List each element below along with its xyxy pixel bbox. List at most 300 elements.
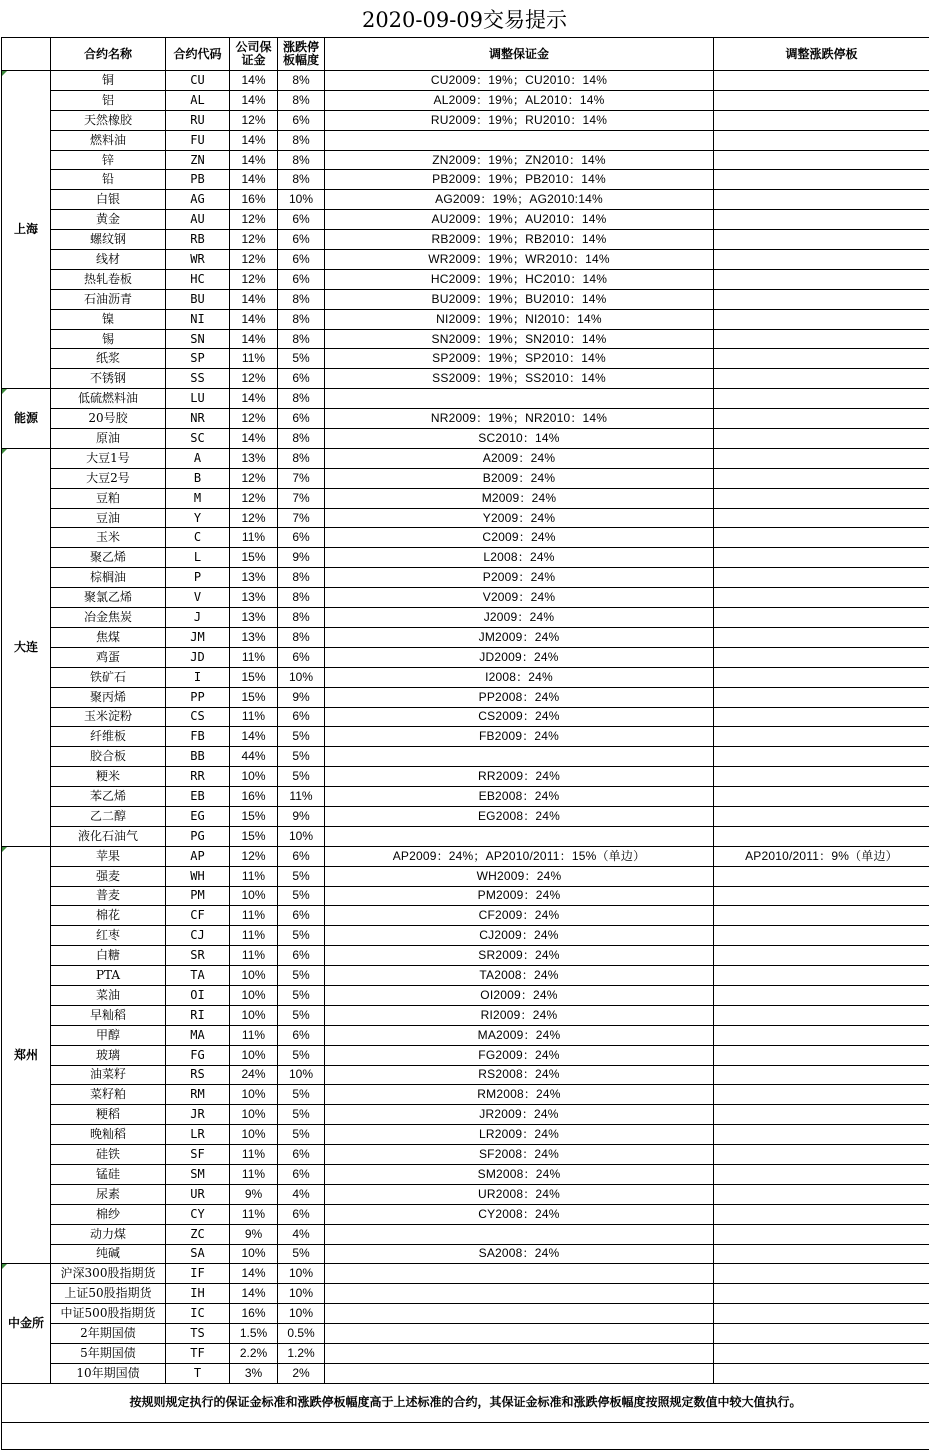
company-margin: 15% — [230, 806, 278, 826]
company-margin: 16% — [230, 190, 278, 210]
contract-code: AP — [166, 846, 230, 866]
adjusted-limit — [714, 170, 929, 190]
company-margin: 10% — [230, 1125, 278, 1145]
adjusted-limit — [714, 946, 929, 966]
contract-code: SC — [166, 429, 230, 449]
adjusted-margin: A2009：24% — [325, 448, 714, 468]
margin-table — [1, 37, 929, 1450]
price-limit: 5% — [278, 966, 325, 986]
adjusted-limit — [714, 1025, 929, 1045]
company-margin: 11% — [230, 926, 278, 946]
adjusted-limit — [714, 627, 929, 647]
adjusted-margin — [325, 389, 714, 409]
adjusted-limit — [714, 727, 929, 747]
adjusted-limit — [714, 548, 929, 568]
company-margin: 9% — [230, 1224, 278, 1244]
price-limit: 8% — [278, 90, 325, 110]
contract-name: 甲醇 — [51, 1025, 166, 1045]
adjusted-limit — [714, 667, 929, 687]
table-row — [2, 1164, 929, 1184]
contract-code: FU — [166, 130, 230, 150]
contract-name: 粳稻 — [51, 1105, 166, 1125]
contract-name: 燃料油 — [51, 130, 166, 150]
adjusted-margin: M2009：24% — [325, 488, 714, 508]
price-limit: 6% — [278, 1025, 325, 1045]
adjusted-limit — [714, 1164, 929, 1184]
company-margin: 14% — [230, 150, 278, 170]
company-margin: 14% — [230, 71, 278, 91]
table-body — [2, 71, 929, 1384]
adjusted-limit — [714, 1184, 929, 1204]
contract-name: 液化石油气 — [51, 826, 166, 846]
contract-name: 强麦 — [51, 866, 166, 886]
table-row — [2, 230, 929, 250]
price-limit: 6% — [278, 647, 325, 667]
price-limit: 5% — [278, 886, 325, 906]
adjusted-limit — [714, 289, 929, 309]
company-margin: 12% — [230, 210, 278, 230]
table-row — [2, 329, 929, 349]
table-row — [2, 1244, 929, 1264]
table-row — [2, 90, 929, 110]
blank-row — [2, 1422, 929, 1449]
contract-code: TS — [166, 1324, 230, 1344]
adjusted-limit — [714, 1085, 929, 1105]
adjusted-limit — [714, 866, 929, 886]
price-limit: 8% — [278, 588, 325, 608]
table-row — [2, 966, 929, 986]
price-limit: 9% — [278, 806, 325, 826]
contract-code: NR — [166, 409, 230, 429]
price-limit: 5% — [278, 985, 325, 1005]
adjusted-margin: I2008：24% — [325, 667, 714, 687]
company-margin: 14% — [230, 309, 278, 329]
contract-name: 不锈钢 — [51, 369, 166, 389]
adjusted-margin: RI2009：24% — [325, 1005, 714, 1025]
table-row — [2, 130, 929, 150]
contract-name: 白银 — [51, 190, 166, 210]
adjusted-limit — [714, 1204, 929, 1224]
adjusted-limit — [714, 966, 929, 986]
company-margin: 14% — [230, 170, 278, 190]
contract-code: LU — [166, 389, 230, 409]
table-row — [2, 1324, 929, 1344]
contract-code: JR — [166, 1105, 230, 1125]
adjusted-limit — [714, 71, 929, 91]
header-exchange — [2, 38, 51, 71]
adjusted-limit — [714, 309, 929, 329]
adjusted-limit — [714, 190, 929, 210]
price-limit: 6% — [278, 210, 325, 230]
price-limit: 9% — [278, 548, 325, 568]
contract-code: TA — [166, 966, 230, 986]
adjusted-limit — [714, 1324, 929, 1344]
contract-code: JM — [166, 627, 230, 647]
contract-name: 锰硅 — [51, 1164, 166, 1184]
company-margin: 14% — [230, 389, 278, 409]
adjusted-margin: RM2008：24% — [325, 1085, 714, 1105]
adjusted-limit — [714, 110, 929, 130]
header-code: 合约代码 — [166, 38, 230, 71]
table-row — [2, 886, 929, 906]
company-margin: 12% — [230, 488, 278, 508]
company-margin: 12% — [230, 409, 278, 429]
contract-code: SP — [166, 349, 230, 369]
table-row — [2, 429, 929, 449]
price-limit: 10% — [278, 190, 325, 210]
contract-name: 5年期国债 — [51, 1344, 166, 1364]
contract-name: 黄金 — [51, 210, 166, 230]
contract-name: 上证50股指期货 — [51, 1284, 166, 1304]
company-margin: 14% — [230, 329, 278, 349]
adjusted-limit — [714, 568, 929, 588]
contract-name: 苯乙烯 — [51, 787, 166, 807]
adjusted-limit — [714, 767, 929, 787]
adjusted-margin: SR2009：24% — [325, 946, 714, 966]
company-margin: 12% — [230, 230, 278, 250]
price-limit: 5% — [278, 866, 325, 886]
company-margin: 11% — [230, 1204, 278, 1224]
table-row — [2, 389, 929, 409]
contract-name: 尿素 — [51, 1184, 166, 1204]
table-row — [2, 1025, 929, 1045]
table-row — [2, 806, 929, 826]
table-row — [2, 1264, 929, 1284]
adjusted-margin: SA2008：24% — [325, 1244, 714, 1264]
company-margin: 10% — [230, 1085, 278, 1105]
price-limit: 6% — [278, 707, 325, 727]
price-limit: 9% — [278, 687, 325, 707]
adjusted-margin: SF2008：24% — [325, 1145, 714, 1165]
table-row — [2, 1344, 929, 1364]
price-limit: 6% — [278, 946, 325, 966]
adjusted-margin: FG2009：24% — [325, 1045, 714, 1065]
contract-name: 纯碱 — [51, 1244, 166, 1264]
contract-code: UR — [166, 1184, 230, 1204]
price-limit: 0.5% — [278, 1324, 325, 1344]
contract-name: 早籼稻 — [51, 1005, 166, 1025]
price-limit: 6% — [278, 110, 325, 130]
company-margin: 16% — [230, 1304, 278, 1324]
company-margin: 15% — [230, 687, 278, 707]
company-margin: 11% — [230, 349, 278, 369]
adjusted-limit — [714, 1125, 929, 1145]
adjusted-margin: PM2009：24% — [325, 886, 714, 906]
contract-code: TF — [166, 1344, 230, 1364]
blank-cell — [2, 1422, 929, 1449]
contract-name: 大豆1号 — [51, 448, 166, 468]
table-row — [2, 71, 929, 91]
table-row — [2, 747, 929, 767]
price-limit: 8% — [278, 627, 325, 647]
company-margin: 13% — [230, 448, 278, 468]
adjusted-limit — [714, 250, 929, 270]
adjusted-margin: SC2010：14% — [325, 429, 714, 449]
table-row — [2, 1005, 929, 1025]
company-margin: 12% — [230, 110, 278, 130]
contract-code: ZN — [166, 150, 230, 170]
company-margin: 14% — [230, 727, 278, 747]
contract-name: 铜 — [51, 71, 166, 91]
page-title: 2020-09-09交易提示 — [0, 4, 929, 36]
contract-code: L — [166, 548, 230, 568]
price-limit: 5% — [278, 727, 325, 747]
contract-name: 豆油 — [51, 508, 166, 528]
contract-code: IF — [166, 1264, 230, 1284]
contract-name: 低硫燃料油 — [51, 389, 166, 409]
table-row — [2, 190, 929, 210]
adjusted-margin: CY2008：24% — [325, 1204, 714, 1224]
adjusted-margin: SN2009：19%；SN2010：14% — [325, 329, 714, 349]
contract-code: ZC — [166, 1224, 230, 1244]
price-limit: 8% — [278, 568, 325, 588]
price-limit: 5% — [278, 1244, 325, 1264]
price-limit: 10% — [278, 1065, 325, 1085]
contract-name: 粳米 — [51, 767, 166, 787]
price-limit: 6% — [278, 250, 325, 270]
price-limit: 8% — [278, 448, 325, 468]
table-row — [2, 409, 929, 429]
company-margin: 10% — [230, 1105, 278, 1125]
contract-name: 镍 — [51, 309, 166, 329]
contract-name: 热轧卷板 — [51, 269, 166, 289]
company-margin: 12% — [230, 269, 278, 289]
table-row — [2, 1065, 929, 1085]
contract-name: 聚氯乙烯 — [51, 588, 166, 608]
adjusted-limit — [714, 926, 929, 946]
contract-name: 乙二醇 — [51, 806, 166, 826]
contract-code: AL — [166, 90, 230, 110]
contract-name: 铝 — [51, 90, 166, 110]
contract-name: 白糖 — [51, 946, 166, 966]
adjusted-limit: AP2010/2011：9%（单边） — [714, 846, 929, 866]
price-limit: 4% — [278, 1224, 325, 1244]
adjusted-margin — [325, 747, 714, 767]
price-limit: 5% — [278, 1105, 325, 1125]
contract-name: 聚乙烯 — [51, 548, 166, 568]
contract-code: PM — [166, 886, 230, 906]
table-row — [2, 1105, 929, 1125]
contract-name: 胶合板 — [51, 747, 166, 767]
adjusted-limit — [714, 608, 929, 628]
table-row — [2, 906, 929, 926]
price-limit: 10% — [278, 1264, 325, 1284]
price-limit: 5% — [278, 767, 325, 787]
price-limit: 10% — [278, 667, 325, 687]
table-row — [2, 468, 929, 488]
contract-name: 豆粕 — [51, 488, 166, 508]
adjusted-limit — [714, 1363, 929, 1383]
table-row — [2, 687, 929, 707]
table-row — [2, 1045, 929, 1065]
adjusted-margin: AG2009：19%；AG2010:14% — [325, 190, 714, 210]
contract-name: PTA — [51, 966, 166, 986]
company-margin: 16% — [230, 787, 278, 807]
contract-code: PP — [166, 687, 230, 707]
exchange-cell: 上海 — [2, 71, 51, 389]
company-margin: 15% — [230, 548, 278, 568]
price-limit: 8% — [278, 150, 325, 170]
price-limit: 5% — [278, 747, 325, 767]
adjusted-limit — [714, 130, 929, 150]
table-row — [2, 170, 929, 190]
contract-code: J — [166, 608, 230, 628]
contract-code: CU — [166, 71, 230, 91]
price-limit: 10% — [278, 1304, 325, 1324]
contract-code: BB — [166, 747, 230, 767]
contract-code: A — [166, 448, 230, 468]
header-row — [2, 38, 929, 71]
adjusted-margin — [325, 1324, 714, 1344]
adjusted-margin: AL2009：19%；AL2010：14% — [325, 90, 714, 110]
contract-name: 沪深300股指期货 — [51, 1264, 166, 1284]
company-margin: 11% — [230, 906, 278, 926]
contract-name: 晚籼稻 — [51, 1125, 166, 1145]
price-limit: 8% — [278, 608, 325, 628]
price-limit: 4% — [278, 1184, 325, 1204]
company-margin: 12% — [230, 250, 278, 270]
adjusted-margin: WR2009：19%；WR2010：14% — [325, 250, 714, 270]
price-limit: 8% — [278, 289, 325, 309]
adjusted-margin: MA2009：24% — [325, 1025, 714, 1045]
contract-name: 螺纹钢 — [51, 230, 166, 250]
adjusted-limit — [714, 90, 929, 110]
adjusted-margin: FB2009：24% — [325, 727, 714, 747]
adjusted-limit — [714, 1105, 929, 1125]
table-row — [2, 846, 929, 866]
contract-name: 石油沥青 — [51, 289, 166, 309]
contract-code: LR — [166, 1125, 230, 1145]
company-margin: 11% — [230, 946, 278, 966]
contract-name: 线材 — [51, 250, 166, 270]
contract-code: WR — [166, 250, 230, 270]
adjusted-margin: OI2009：24% — [325, 985, 714, 1005]
contract-name: 鸡蛋 — [51, 647, 166, 667]
adjusted-margin: CJ2009：24% — [325, 926, 714, 946]
contract-code: SN — [166, 329, 230, 349]
adjusted-margin: RB2009：19%；RB2010：14% — [325, 230, 714, 250]
adjusted-margin: AP2009：24%；AP2010/2011：15%（单边） — [325, 846, 714, 866]
adjusted-margin: NI2009：19%；NI2010：14% — [325, 309, 714, 329]
price-limit: 5% — [278, 926, 325, 946]
company-margin: 15% — [230, 826, 278, 846]
adjusted-limit — [714, 687, 929, 707]
adjusted-limit — [714, 1344, 929, 1364]
adjusted-margin: AU2009：19%；AU2010：14% — [325, 210, 714, 230]
adjusted-limit — [714, 1284, 929, 1304]
adjusted-limit — [714, 787, 929, 807]
company-margin: 10% — [230, 1244, 278, 1264]
adjusted-margin: CS2009：24% — [325, 707, 714, 727]
price-limit: 6% — [278, 1164, 325, 1184]
contract-name: 中证500股指期货 — [51, 1304, 166, 1324]
contract-name: 纤维板 — [51, 727, 166, 747]
adjusted-limit — [714, 647, 929, 667]
contract-code: CF — [166, 906, 230, 926]
table-row — [2, 210, 929, 230]
adjusted-limit — [714, 488, 929, 508]
adjusted-margin: RU2009：19%；RU2010：14% — [325, 110, 714, 130]
contract-code: FG — [166, 1045, 230, 1065]
adjusted-margin — [325, 130, 714, 150]
contract-code: RI — [166, 1005, 230, 1025]
table-row — [2, 250, 929, 270]
adjusted-limit — [714, 906, 929, 926]
adjusted-limit — [714, 1304, 929, 1324]
price-limit: 11% — [278, 787, 325, 807]
company-margin: 13% — [230, 608, 278, 628]
adjusted-limit — [714, 826, 929, 846]
contract-name: 大豆2号 — [51, 468, 166, 488]
adjusted-margin — [325, 826, 714, 846]
table-row — [2, 1284, 929, 1304]
contract-code: RM — [166, 1085, 230, 1105]
contract-code: AU — [166, 210, 230, 230]
adjusted-margin: JR2009：24% — [325, 1105, 714, 1125]
company-margin: 11% — [230, 528, 278, 548]
adjusted-limit — [714, 448, 929, 468]
adjusted-limit — [714, 349, 929, 369]
company-margin: 13% — [230, 568, 278, 588]
table-row — [2, 608, 929, 628]
table-row — [2, 110, 929, 130]
contract-code: P — [166, 568, 230, 588]
table-row — [2, 568, 929, 588]
adjusted-limit — [714, 409, 929, 429]
table-row — [2, 1224, 929, 1244]
contract-code: RB — [166, 230, 230, 250]
company-margin: 14% — [230, 429, 278, 449]
contract-name: 玉米淀粉 — [51, 707, 166, 727]
contract-name: 红枣 — [51, 926, 166, 946]
adjusted-margin: RR2009：24% — [325, 767, 714, 787]
adjusted-margin: ZN2009：19%；ZN2010：14% — [325, 150, 714, 170]
company-margin: 1.5% — [230, 1324, 278, 1344]
table-row — [2, 269, 929, 289]
adjusted-margin: SP2009：19%；SP2010：14% — [325, 349, 714, 369]
table-row — [2, 1125, 929, 1145]
table-row — [2, 488, 929, 508]
table-row — [2, 289, 929, 309]
adjusted-margin: PB2009：19%；PB2010：14% — [325, 170, 714, 190]
header-limit: 涨跌停板幅度 — [278, 38, 325, 71]
contract-code: V — [166, 588, 230, 608]
adjusted-margin: WH2009：24% — [325, 866, 714, 886]
contract-code: SA — [166, 1244, 230, 1264]
adjusted-margin: NR2009：19%；NR2010：14% — [325, 409, 714, 429]
adjusted-limit — [714, 588, 929, 608]
adjusted-margin: J2009：24% — [325, 608, 714, 628]
price-limit: 6% — [278, 230, 325, 250]
price-limit: 8% — [278, 71, 325, 91]
adjusted-margin: V2009：24% — [325, 588, 714, 608]
exchange-cell: 能源 — [2, 389, 51, 449]
price-limit: 8% — [278, 309, 325, 329]
price-limit: 7% — [278, 468, 325, 488]
price-limit: 6% — [278, 1204, 325, 1224]
company-margin: 2.2% — [230, 1344, 278, 1364]
adjusted-limit — [714, 985, 929, 1005]
table-row — [2, 787, 929, 807]
adjusted-margin: SM2008：24% — [325, 1164, 714, 1184]
contract-name: 棕榈油 — [51, 568, 166, 588]
adjusted-margin: RS2008：24% — [325, 1065, 714, 1085]
table-row — [2, 727, 929, 747]
adjusted-margin: PP2008：24% — [325, 687, 714, 707]
table-row — [2, 349, 929, 369]
adjusted-limit — [714, 1045, 929, 1065]
adjusted-limit — [714, 210, 929, 230]
